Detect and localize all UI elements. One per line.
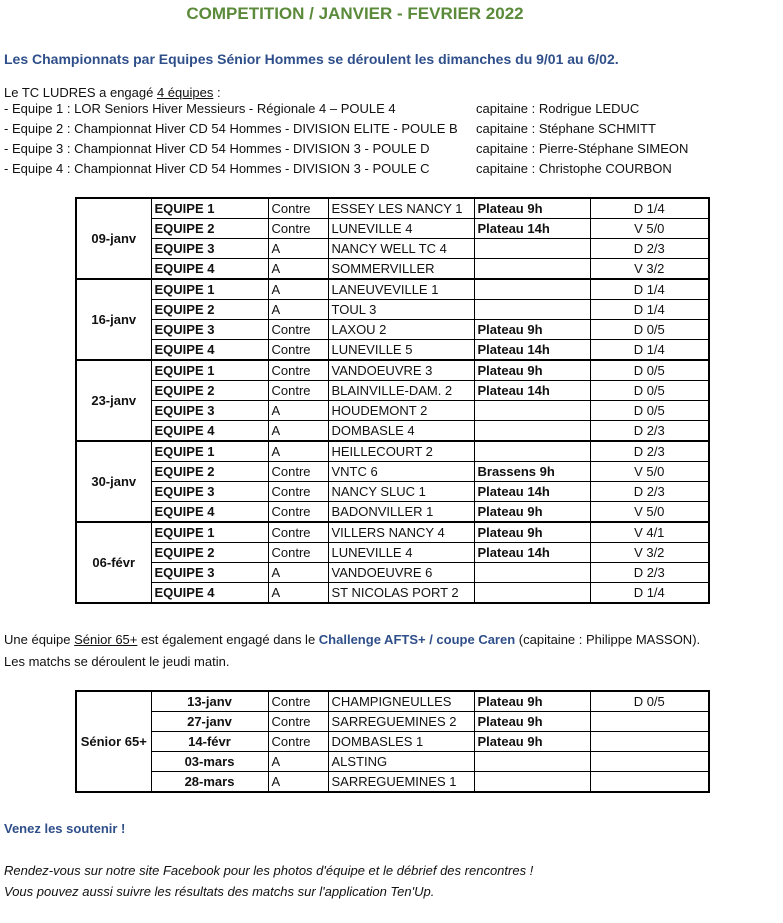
page-title: COMPETITION / JANVIER - FEVRIER 2022 xyxy=(186,4,524,23)
senior65-prefix: Une équipe xyxy=(4,632,75,647)
schedule-table xyxy=(75,197,710,604)
result xyxy=(590,772,709,793)
result: V 5/0 xyxy=(590,219,709,239)
team-name: EQUIPE 1 xyxy=(151,360,268,381)
table-row xyxy=(76,772,709,793)
table-row xyxy=(76,320,709,340)
result xyxy=(590,732,709,752)
team-name: EQUIPE 1 xyxy=(151,522,268,543)
team-name: EQUIPE 1 xyxy=(151,279,268,300)
match-date: 09-janv xyxy=(76,198,151,279)
opponent: VANDOEUVRE 6 xyxy=(328,563,474,583)
opponent: LUNEVILLE 5 xyxy=(328,340,474,361)
senior65-label: Sénior 65+ xyxy=(76,691,151,792)
opponent: SARREGUEMINES 1 xyxy=(328,772,474,793)
table-row xyxy=(76,441,709,462)
home-away: A xyxy=(268,421,328,442)
home-away: Contre xyxy=(268,691,328,712)
team-name: EQUIPE 2 xyxy=(151,543,268,563)
intro-suffix: : xyxy=(213,85,221,100)
senior65-suffix: (capitaine : Philippe MASSON). xyxy=(515,632,701,647)
home-away: Contre xyxy=(268,502,328,523)
venue: Plateau 9h xyxy=(474,732,590,752)
opponent: ESSEY LES NANCY 1 xyxy=(328,198,474,219)
team-description: - Equipe 1 : LOR Seniors Hiver Messieurs - Régionale 4 – POULE 4 xyxy=(4,101,396,116)
team-name: EQUIPE 3 xyxy=(151,563,268,583)
home-away: A xyxy=(268,752,328,772)
venue xyxy=(474,772,590,793)
table-row xyxy=(76,583,709,604)
venue xyxy=(474,239,590,259)
opponent: NANCY SLUC 1 xyxy=(328,482,474,502)
team-captain: capitaine : Stéphane SCHMITT xyxy=(476,121,656,136)
result: D 0/5 xyxy=(590,401,709,421)
match-date: 30-janv xyxy=(76,441,151,522)
result: D 2/3 xyxy=(590,563,709,583)
venue: Plateau 14h xyxy=(474,482,590,502)
home-away: Contre xyxy=(268,219,328,239)
result: D 1/4 xyxy=(590,198,709,219)
home-away: Contre xyxy=(268,340,328,361)
team-captain: capitaine : Rodrigue LEDUC xyxy=(476,101,640,116)
match-date: 28-mars xyxy=(151,772,268,793)
result: D 0/5 xyxy=(590,360,709,381)
venue xyxy=(474,279,590,300)
facebook-note: Rendez-vous sur notre site Facebook pour les photos d'équipe et le débrief des rencontres ! xyxy=(4,863,534,878)
home-away: A xyxy=(268,583,328,604)
match-date: 13-janv xyxy=(151,691,268,712)
team-captain: capitaine : Christophe COURBON xyxy=(476,161,672,176)
opponent: HEILLECOURT 2 xyxy=(328,441,474,462)
match-date: 03-mars xyxy=(151,752,268,772)
home-away: A xyxy=(268,441,328,462)
table-row xyxy=(76,401,709,421)
table-row xyxy=(76,239,709,259)
team-description: - Equipe 2 : Championnat Hiver CD 54 Hommes - DIVISION ELITE - POULE B xyxy=(4,121,458,136)
home-away: Contre xyxy=(268,360,328,381)
opponent: LAXOU 2 xyxy=(328,320,474,340)
venue: Plateau 9h xyxy=(474,522,590,543)
venue: Plateau 9h xyxy=(474,712,590,732)
team-captain: capitaine : Pierre-Stéphane SIMEON xyxy=(476,141,689,156)
championship-headline: Les Championnats par Equipes Sénior Hommes se déroulent les dimanches du 9/01 au 6/02. xyxy=(4,51,619,67)
table-row xyxy=(76,219,709,239)
opponent: TOUL 3 xyxy=(328,300,474,320)
opponent: LUNEVILLE 4 xyxy=(328,543,474,563)
table-row xyxy=(76,360,709,381)
table-row xyxy=(76,691,709,712)
team-name: EQUIPE 2 xyxy=(151,219,268,239)
team-name: EQUIPE 4 xyxy=(151,259,268,280)
home-away: Contre xyxy=(268,198,328,219)
result: D 2/3 xyxy=(590,239,709,259)
match-date: 27-janv xyxy=(151,712,268,732)
intro-team-count: 4 équipes xyxy=(156,85,214,100)
venue xyxy=(474,583,590,604)
team-name: EQUIPE 1 xyxy=(151,198,268,219)
home-away: Contre xyxy=(268,462,328,482)
table-row xyxy=(76,522,709,543)
home-away: A xyxy=(268,239,328,259)
table-row xyxy=(76,732,709,752)
venue: Plateau 9h xyxy=(474,502,590,523)
home-away: Contre xyxy=(268,732,328,752)
opponent: BLAINVILLE-DAM. 2 xyxy=(328,381,474,401)
match-date: 06-févr xyxy=(76,522,151,603)
opponent: ST NICOLAS PORT 2 xyxy=(328,583,474,604)
table-row xyxy=(76,259,709,280)
table-row xyxy=(76,482,709,502)
result: D 2/3 xyxy=(590,482,709,502)
home-away: A xyxy=(268,772,328,793)
senior65-schedule-note: Les matchs se déroulent le jeudi matin. xyxy=(4,654,230,669)
home-away: A xyxy=(268,401,328,421)
senior65-table xyxy=(75,690,710,793)
team-name: EQUIPE 1 xyxy=(151,441,268,462)
venue xyxy=(474,563,590,583)
team-name: EQUIPE 3 xyxy=(151,482,268,502)
table-row xyxy=(76,712,709,732)
table-row xyxy=(76,300,709,320)
result: V 3/2 xyxy=(590,259,709,280)
table-row xyxy=(76,462,709,482)
opponent: DOMBASLE 4 xyxy=(328,421,474,442)
home-away: A xyxy=(268,279,328,300)
result: V 4/1 xyxy=(590,522,709,543)
opponent: DOMBASLES 1 xyxy=(328,732,474,752)
table-row xyxy=(76,381,709,401)
opponent: ALSTING xyxy=(328,752,474,772)
home-away: Contre xyxy=(268,543,328,563)
opponent: CHAMPIGNEULLES xyxy=(328,691,474,712)
venue: Plateau 14h xyxy=(474,543,590,563)
table-row xyxy=(76,543,709,563)
result: D 1/4 xyxy=(590,583,709,604)
result: D 2/3 xyxy=(590,421,709,442)
opponent: VNTC 6 xyxy=(328,462,474,482)
table-row xyxy=(76,563,709,583)
venue xyxy=(474,752,590,772)
opponent: BADONVILLER 1 xyxy=(328,502,474,523)
venue: Plateau 14h xyxy=(474,219,590,239)
opponent: SOMMERVILLER xyxy=(328,259,474,280)
opponent: NANCY WELL TC 4 xyxy=(328,239,474,259)
home-away: Contre xyxy=(268,320,328,340)
table-row xyxy=(76,198,709,219)
team-name: EQUIPE 3 xyxy=(151,239,268,259)
team-name: EQUIPE 4 xyxy=(151,502,268,523)
result: V 5/0 xyxy=(590,462,709,482)
venue: Plateau 14h xyxy=(474,340,590,361)
venue xyxy=(474,259,590,280)
table-row xyxy=(76,279,709,300)
result: D 0/5 xyxy=(590,691,709,712)
result: D 1/4 xyxy=(590,300,709,320)
table-row xyxy=(76,340,709,361)
venue: Plateau 9h xyxy=(474,320,590,340)
result xyxy=(590,752,709,772)
team-name: EQUIPE 2 xyxy=(151,462,268,482)
home-away: A xyxy=(268,563,328,583)
intro-text xyxy=(4,85,221,100)
venue xyxy=(474,441,590,462)
result: D 1/4 xyxy=(590,340,709,361)
venue: Plateau 9h xyxy=(474,360,590,381)
opponent: VILLERS NANCY 4 xyxy=(328,522,474,543)
match-date: 23-janv xyxy=(76,360,151,441)
opponent: LUNEVILLE 4 xyxy=(328,219,474,239)
opponent: HOUDEMONT 2 xyxy=(328,401,474,421)
venue: Plateau 9h xyxy=(474,198,590,219)
senior65-mid: est également engagé dans le xyxy=(137,632,319,647)
senior65-challenge: Challenge AFTS+ / coupe Caren xyxy=(318,632,516,647)
result: D 0/5 xyxy=(590,320,709,340)
tenup-note: Vous pouvez aussi suivre les résultats des matchs sur l'application Ten'Up. xyxy=(4,884,435,899)
match-date: 14-févr xyxy=(151,732,268,752)
venue: Plateau 14h xyxy=(474,381,590,401)
result: D 2/3 xyxy=(590,441,709,462)
venue: Plateau 9h xyxy=(474,691,590,712)
home-away: A xyxy=(268,300,328,320)
team-description: - Equipe 4 : Championnat Hiver CD 54 Hommes - DIVISION 3 - POULE C xyxy=(4,161,430,176)
support-message: Venez les soutenir ! xyxy=(4,821,126,836)
opponent: VANDOEUVRE 3 xyxy=(328,360,474,381)
senior65-intro xyxy=(4,632,700,647)
opponent: LANEUVEVILLE 1 xyxy=(328,279,474,300)
team-name: EQUIPE 4 xyxy=(151,340,268,361)
home-away: Contre xyxy=(268,522,328,543)
team-name: EQUIPE 4 xyxy=(151,421,268,442)
result: V 3/2 xyxy=(590,543,709,563)
team-name: EQUIPE 3 xyxy=(151,401,268,421)
table-row xyxy=(76,752,709,772)
result: V 5/0 xyxy=(590,502,709,523)
team-description: - Equipe 3 : Championnat Hiver CD 54 Hommes - DIVISION 3 - POULE D xyxy=(4,141,430,156)
match-date: 16-janv xyxy=(76,279,151,360)
result: D 1/4 xyxy=(590,279,709,300)
home-away: Contre xyxy=(268,712,328,732)
home-away: A xyxy=(268,259,328,280)
table-row xyxy=(76,502,709,523)
result: D 0/5 xyxy=(590,381,709,401)
home-away: Contre xyxy=(268,381,328,401)
venue xyxy=(474,300,590,320)
result xyxy=(590,712,709,732)
home-away: Contre xyxy=(268,482,328,502)
team-name: EQUIPE 4 xyxy=(151,583,268,604)
team-name: EQUIPE 2 xyxy=(151,300,268,320)
opponent: SARREGUEMINES 2 xyxy=(328,712,474,732)
intro-prefix: Le TC LUDRES a engagé xyxy=(4,85,157,100)
senior65-team-name: Sénior 65+ xyxy=(74,632,138,647)
venue: Brassens 9h xyxy=(474,462,590,482)
venue xyxy=(474,401,590,421)
team-name: EQUIPE 2 xyxy=(151,381,268,401)
table-row xyxy=(76,421,709,442)
venue xyxy=(474,421,590,442)
team-name: EQUIPE 3 xyxy=(151,320,268,340)
